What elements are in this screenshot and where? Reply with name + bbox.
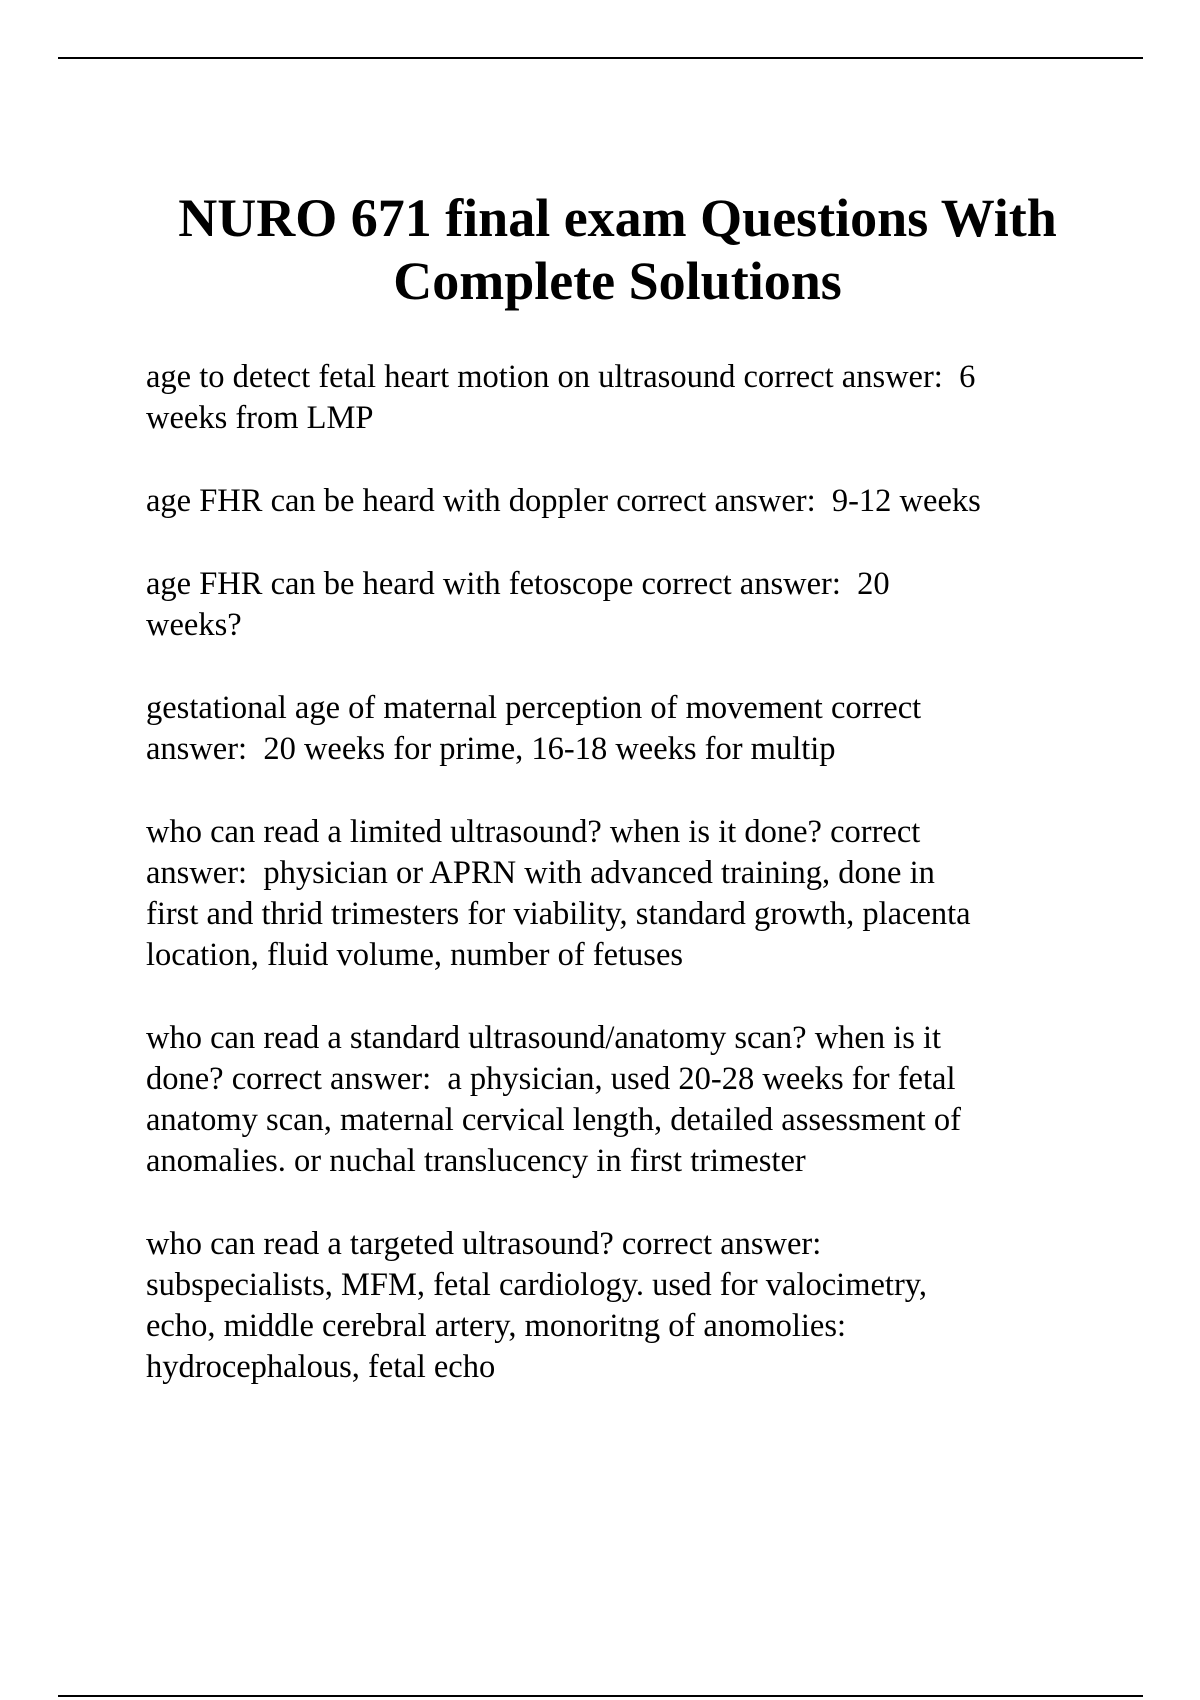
page-title: NURO 671 final exam Questions With Complete Solutions xyxy=(178,188,1057,311)
qa-item: gestational age of maternal perception of movement correct answer: 20 weeks for prime, 16-18 weeks for multip xyxy=(146,690,922,767)
qa-list xyxy=(146,357,1146,1430)
qa-item: who can read a standard ultrasound/anatomy scan? when is it done? correct answer: a physician, used 20-28 weeks for fetal anatomy scan, maternal cervical length, detailed assessment of anomalies. or nuchal translucency in first trimester xyxy=(146,1020,961,1179)
qa-item: age to detect fetal heart motion on ultrasound correct answer: 6 weeks from LMP xyxy=(146,359,976,436)
qa-item: age FHR can be heard with doppler correct answer: 9-12 weeks xyxy=(146,483,981,519)
header-rule xyxy=(58,57,1143,59)
footer-rule xyxy=(58,1695,1143,1697)
qa-item: age FHR can be heard with fetoscope correct answer: 20 weeks? xyxy=(146,566,890,643)
qa-item: who can read a targeted ultrasound? correct answer: subspecialists, MFM, fetal cardiology. used for valocimetry, echo, middle cerebral artery, monoritng of anomolies: hydrocephalous, fetal echo xyxy=(146,1226,928,1385)
qa-item: who can read a limited ultrasound? when is it done? correct answer: physician or APRN with advanced training, done in first and thrid trimesters for viability, standard growth, placenta location, fluid volume, number of fetuses xyxy=(146,814,971,973)
